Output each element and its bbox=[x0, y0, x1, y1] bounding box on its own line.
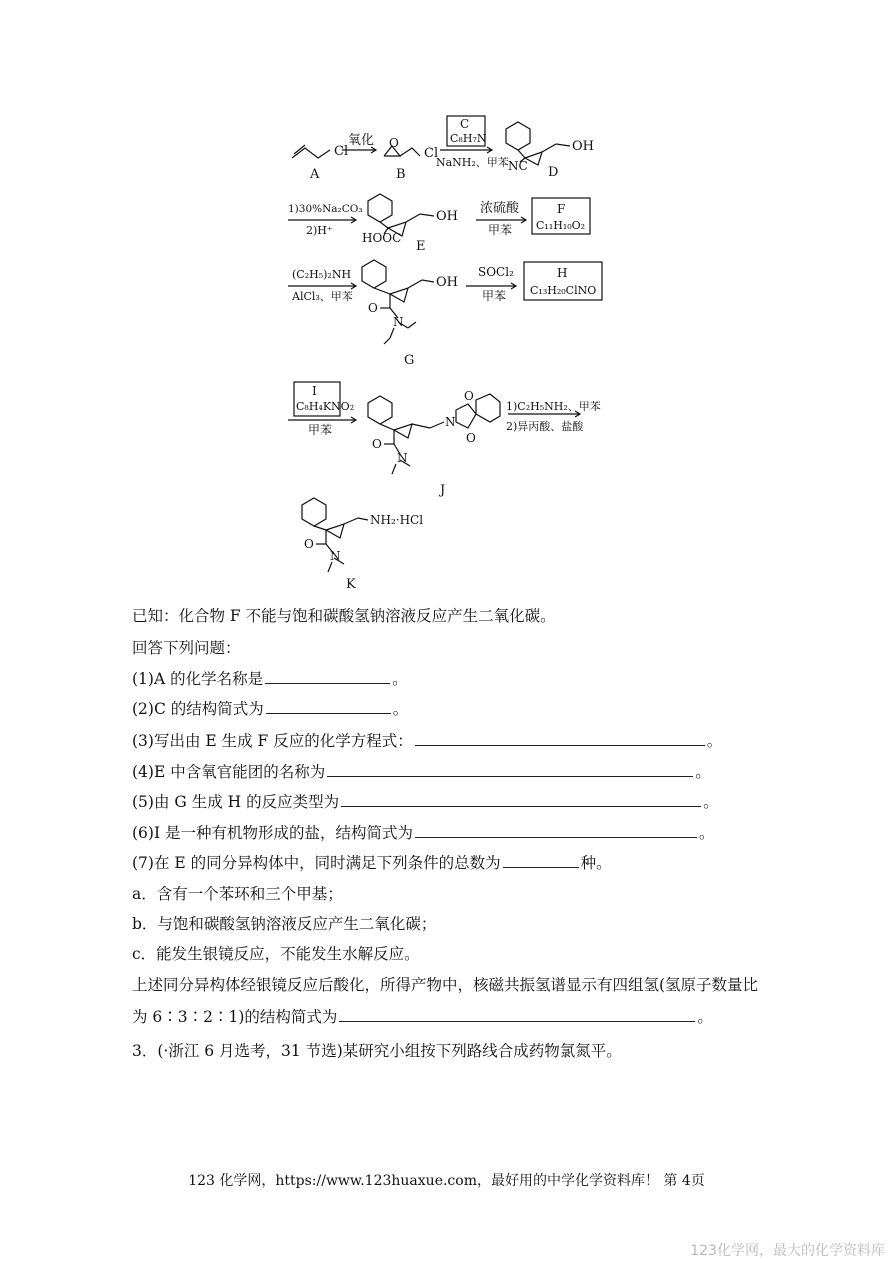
period-5: 。 bbox=[703, 793, 719, 811]
label-a: A bbox=[310, 167, 320, 182]
condition-c: c．能发生银镜反应，不能发生水解反应。 bbox=[132, 945, 420, 963]
answer-blank-4[interactable] bbox=[327, 761, 693, 777]
g-oh: OH bbox=[436, 275, 458, 290]
b-cl: Cl bbox=[424, 146, 439, 161]
question-5-text: (5)由 G 生成 H 的反应类型为 bbox=[132, 793, 340, 811]
e-hooc: HOOC bbox=[362, 231, 402, 245]
reagent-et2nh: (C₂H₅)₂NH bbox=[292, 268, 352, 281]
question-4-text: (4)E 中含氧官能团的名称为 bbox=[132, 763, 326, 781]
j-n-amide: N bbox=[397, 451, 408, 465]
box-i-top: I bbox=[312, 384, 317, 398]
label-e: E bbox=[416, 239, 426, 254]
box-f-formula: C₁₁H₁₀O₂ bbox=[536, 219, 586, 232]
compound-g-benzene bbox=[362, 260, 386, 288]
period-4: 。 bbox=[695, 763, 711, 781]
box-c-formula: C₈H₇N bbox=[450, 132, 487, 145]
k-n: N bbox=[330, 549, 341, 563]
box-h-formula: C₁₃H₂₀ClNO bbox=[530, 284, 597, 297]
reagent-oxidation: 氧化 bbox=[348, 133, 375, 148]
reagent-acid-hcl: 2)异丙酸、盐酸 bbox=[506, 420, 584, 433]
label-d: D bbox=[548, 165, 559, 180]
question-1 bbox=[132, 668, 408, 689]
g-n: N bbox=[393, 315, 404, 329]
k-o: O bbox=[304, 537, 314, 551]
reagent-h2so4: 浓硫酸 bbox=[480, 201, 520, 216]
question-5 bbox=[132, 791, 719, 812]
compound-k-cyclopropane bbox=[326, 524, 344, 538]
period-2: 。 bbox=[392, 700, 409, 718]
g-o: O bbox=[368, 301, 378, 315]
answer-blank-1[interactable] bbox=[265, 668, 390, 684]
answer-intro: 回答下列问题： bbox=[132, 639, 241, 657]
question-2-text: (2)C 的结构简式为 bbox=[132, 700, 264, 718]
answer-blank-5[interactable] bbox=[341, 791, 701, 807]
synthesis-scheme bbox=[280, 110, 620, 600]
condition-a: a．含有一个苯环和三个甲基； bbox=[132, 885, 343, 903]
question-3-text: (3)写出由 E 生成 F 反应的化学方程式： bbox=[132, 732, 413, 750]
reagent-ethylamine: 1)C₂H₅NH₂、甲苯 bbox=[506, 400, 601, 413]
question-2 bbox=[132, 698, 408, 719]
label-b: B bbox=[396, 167, 406, 182]
question-4 bbox=[132, 761, 711, 782]
compound-g-cyclopropane bbox=[390, 288, 408, 302]
j-o-top: O bbox=[464, 389, 474, 403]
reagent-h-plus: 2)H⁺ bbox=[306, 224, 333, 237]
compound-e-benzene bbox=[368, 194, 392, 222]
j-n-imide: N bbox=[445, 415, 456, 429]
follow-up-line-1: 上述同分异构体经银镜反应后酸化，所得产物中，核磁共振氢谱显示有四组氢(氢原子数量比 bbox=[132, 976, 759, 994]
k-nh2-hcl: NH₂·HCl bbox=[370, 513, 424, 527]
label-g: G bbox=[404, 353, 415, 368]
period-1: 。 bbox=[392, 670, 408, 688]
question-6 bbox=[132, 822, 715, 843]
b-o: O bbox=[389, 136, 399, 150]
box-c-top: C bbox=[460, 117, 470, 131]
compound-d-benzene bbox=[506, 122, 530, 150]
answer-blank-7[interactable] bbox=[503, 852, 579, 868]
condition-b: b．与饱和碳酸氢钠溶液反应产生二氧化碳； bbox=[132, 915, 437, 933]
answer-blank-3[interactable] bbox=[415, 730, 705, 746]
answer-blank-6[interactable] bbox=[415, 822, 697, 838]
question-1-text: (1)A 的化学名称是 bbox=[132, 670, 264, 688]
reagent-na2co3: 1)30%Na₂CO₃ bbox=[288, 203, 363, 215]
compound-j-benzene bbox=[368, 396, 392, 424]
compound-j-imide-ring bbox=[456, 404, 476, 428]
label-k: K bbox=[346, 577, 356, 592]
reagent-toluene-2: 甲苯 bbox=[488, 223, 513, 237]
reagent-toluene-3: 甲苯 bbox=[482, 289, 507, 303]
period-6: 。 bbox=[699, 824, 715, 842]
j-o-bottom: O bbox=[466, 431, 476, 445]
reagent-nanh2: NaNH₂、甲苯 bbox=[436, 156, 509, 169]
question-3 bbox=[132, 730, 722, 751]
period-8: 。 bbox=[697, 1008, 713, 1026]
known-statement: 已知：化合物 F 不能与饱和碳酸氢钠溶液反应产生二氧化碳。 bbox=[132, 607, 556, 625]
compound-k-benzene bbox=[302, 498, 326, 526]
box-f-top: F bbox=[557, 202, 566, 216]
reagent-socl2: SOCl₂ bbox=[478, 265, 514, 279]
follow-up-text: 为 6∶3∶2∶1)的结构简式为 bbox=[132, 1008, 338, 1026]
compound-j-cyclopropane bbox=[394, 424, 412, 438]
compound-a-chain bbox=[292, 148, 330, 158]
question-7 bbox=[132, 852, 612, 873]
answer-blank-8[interactable] bbox=[339, 1006, 695, 1022]
d-oh: OH bbox=[572, 139, 594, 154]
page-footer: 123 化学网，https://www.123huaxue.com，最好用的中学化学资料库！ 第 4页 bbox=[188, 1173, 705, 1189]
box-h-top: H bbox=[557, 266, 568, 280]
reagent-alcl3: AlCl₃、甲苯 bbox=[292, 290, 353, 303]
answer-blank-2[interactable] bbox=[266, 698, 391, 714]
period-3: 。 bbox=[706, 732, 723, 750]
reagent-toluene-4: 甲苯 bbox=[308, 423, 333, 437]
question-6-text: (6)I 是一种有机物形成的盐，结构简式为 bbox=[132, 824, 414, 842]
box-i-formula: C₈H₄KNO₂ bbox=[296, 400, 355, 413]
follow-up-line-2 bbox=[132, 1006, 713, 1027]
question-7-text: (7)在 E 的同分异构体中，同时满足下列条件的总数为 bbox=[132, 854, 501, 872]
j-o-amide: O bbox=[372, 437, 382, 451]
question-7-unit: 种。 bbox=[580, 854, 612, 872]
label-j: J bbox=[440, 483, 446, 498]
d-nc: NC bbox=[508, 159, 528, 173]
a-cl: Cl bbox=[334, 144, 349, 159]
watermark: 123化学网，最大的化学资料库 bbox=[690, 1243, 885, 1259]
scheme-drawing bbox=[280, 110, 620, 600]
compound-j-phthal-ring bbox=[476, 394, 500, 422]
question-3-heading: 3．(·浙江 6 月选考，31 节选)某研究小组按下列路线合成药物氯氮平。 bbox=[132, 1042, 622, 1060]
e-oh: OH bbox=[436, 209, 458, 224]
